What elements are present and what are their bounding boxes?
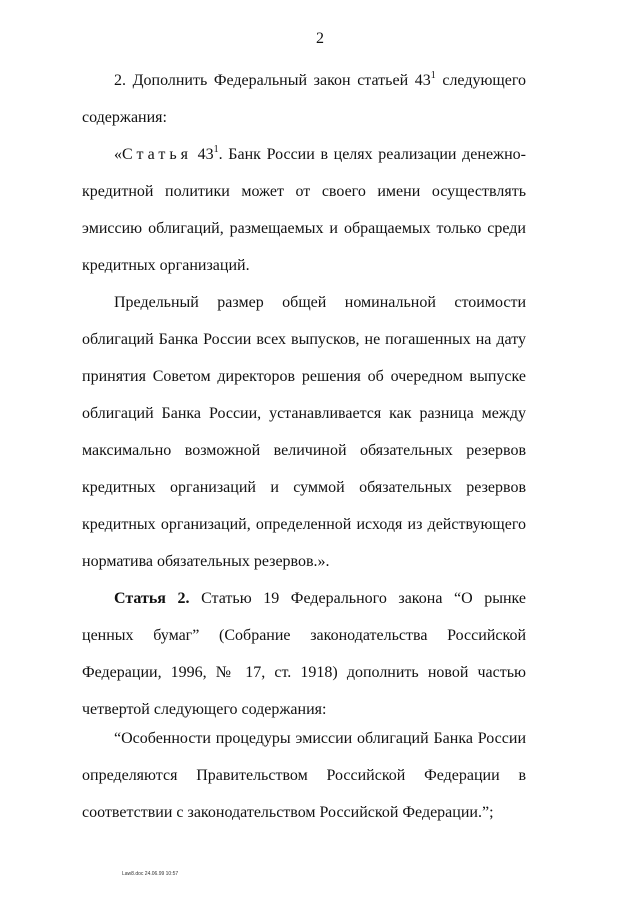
open-quote: «: [114, 146, 122, 163]
amendment-intro-text: 2. Дополнить Федеральный закон статьей 43: [114, 72, 431, 89]
paragraph-bond-limit: Предельный размер общей номинальной стоимости облигаций Банка России всех выпусков, не погашенных на дату принятия Советом директоров решения об очередном выпуске облигаций Банка России, устанавливается как разница между максимально возможной величиной обязательных резервов кредитных организаций и суммой обязательных резервов кредитных организаций, определенной исходя из действующего норматива обязательных резервов.».: [82, 294, 526, 570]
paragraph-quoted-addition: “Особенности процедуры эмиссии облигаций Банка России определяются Правительством Российской Федерации в соответствии с законодательством Российской Федерации.”;: [82, 730, 526, 821]
article-word-spaced: Статья: [122, 146, 192, 163]
page-number: 2: [316, 30, 324, 47]
amendment-intro-rest: следующего содержания:: [82, 72, 526, 126]
paragraph-amendment-intro: [82, 62, 526, 136]
superscript: 1: [213, 144, 219, 155]
article-2-heading: Статья 2.: [114, 590, 190, 607]
article-43-1-text: . Банк России в целях реализации денежно-кредитной политики может от своего имени осуществлять эмиссию облигаций, размещаемых и обращаемых только среди кредитных организаций.: [82, 146, 526, 274]
superscript: 1: [430, 70, 436, 81]
file-footer: Law8.doc 24.06.99 10:57: [122, 871, 179, 877]
paragraph-article-43-1: [82, 136, 526, 284]
article-2-text: Статью 19 Федерального закона “О рынке ценных бумаг” (Собрание законодательства Российской Федерации, 1996, № 17, ст. 1918) дополнить новой частью четвертой следующего содержания:: [82, 590, 526, 718]
article-number: 43: [191, 146, 214, 163]
paragraph-article-2: [82, 580, 526, 728]
